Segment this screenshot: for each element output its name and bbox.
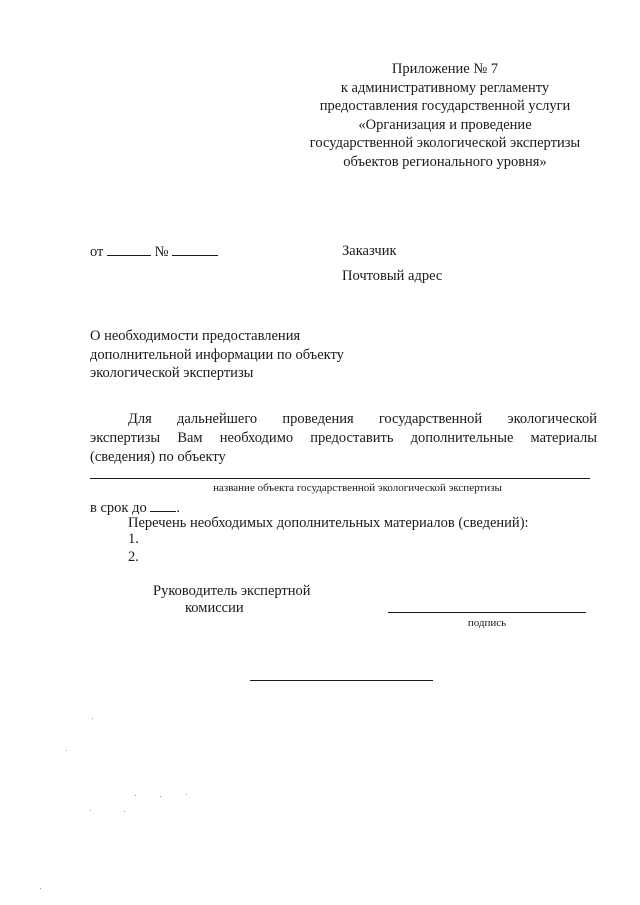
appendix-line: «Организация и проведение	[358, 116, 532, 133]
customer-label: Заказчик	[342, 243, 397, 259]
deadline-blank	[150, 499, 176, 512]
subject-line: экологической экспертизы	[90, 365, 254, 381]
object-name-line	[90, 478, 590, 479]
signature-caption: подпись	[467, 617, 507, 629]
number-blank	[172, 243, 218, 256]
from-label: от	[90, 244, 104, 260]
body-line: экспертизы Вам необходимо предоставить дополнительные материалы	[90, 430, 597, 446]
signer-title: Руководитель экспертной	[153, 583, 311, 599]
subject-line: дополнительной информации по объекту	[90, 346, 344, 363]
appendix-line: предоставления государственной услуги	[319, 98, 571, 114]
scan-speck	[90, 810, 91, 811]
scan-speck	[186, 794, 187, 795]
body-line: Для дальнейшего проведения государственной экологической	[128, 411, 597, 427]
deadline-suffix: .	[176, 500, 180, 516]
appendix-line: к административному регламенту	[340, 79, 550, 96]
object-name-caption: название объекта государственной экологической экспертизы	[213, 482, 502, 494]
signer-title-cont: комиссии	[185, 600, 244, 616]
separator-line	[250, 680, 433, 681]
subject-line: О необходимости предоставления	[90, 328, 301, 344]
deadline-label: в срок до	[90, 500, 147, 516]
appendix-title: Приложение № 7	[391, 61, 499, 77]
subject-block	[90, 327, 344, 383]
scan-speck	[40, 888, 41, 889]
date-blank	[107, 243, 151, 256]
body-line: (сведения) по объекту	[90, 449, 226, 465]
appendix-block	[300, 60, 590, 171]
list-item: 1.	[128, 531, 139, 547]
postal-address-label: Почтовый адрес	[342, 268, 443, 284]
signature-line	[388, 612, 586, 613]
appendix-line: объектов регионального уровня»	[343, 153, 547, 170]
scan-speck	[124, 811, 125, 812]
number-label: №	[154, 244, 169, 260]
letter-number-line	[90, 243, 218, 261]
appendix-line: государственной экологической экспертизы	[309, 135, 581, 151]
list-item: 2.	[128, 549, 139, 565]
body-paragraph	[90, 410, 597, 467]
scan-speck	[92, 718, 93, 719]
materials-list-title: Перечень необходимых дополнительных материалов (сведений):	[128, 515, 529, 531]
scan-speck	[160, 796, 161, 797]
scan-speck	[66, 750, 67, 751]
scan-speck	[135, 795, 136, 796]
